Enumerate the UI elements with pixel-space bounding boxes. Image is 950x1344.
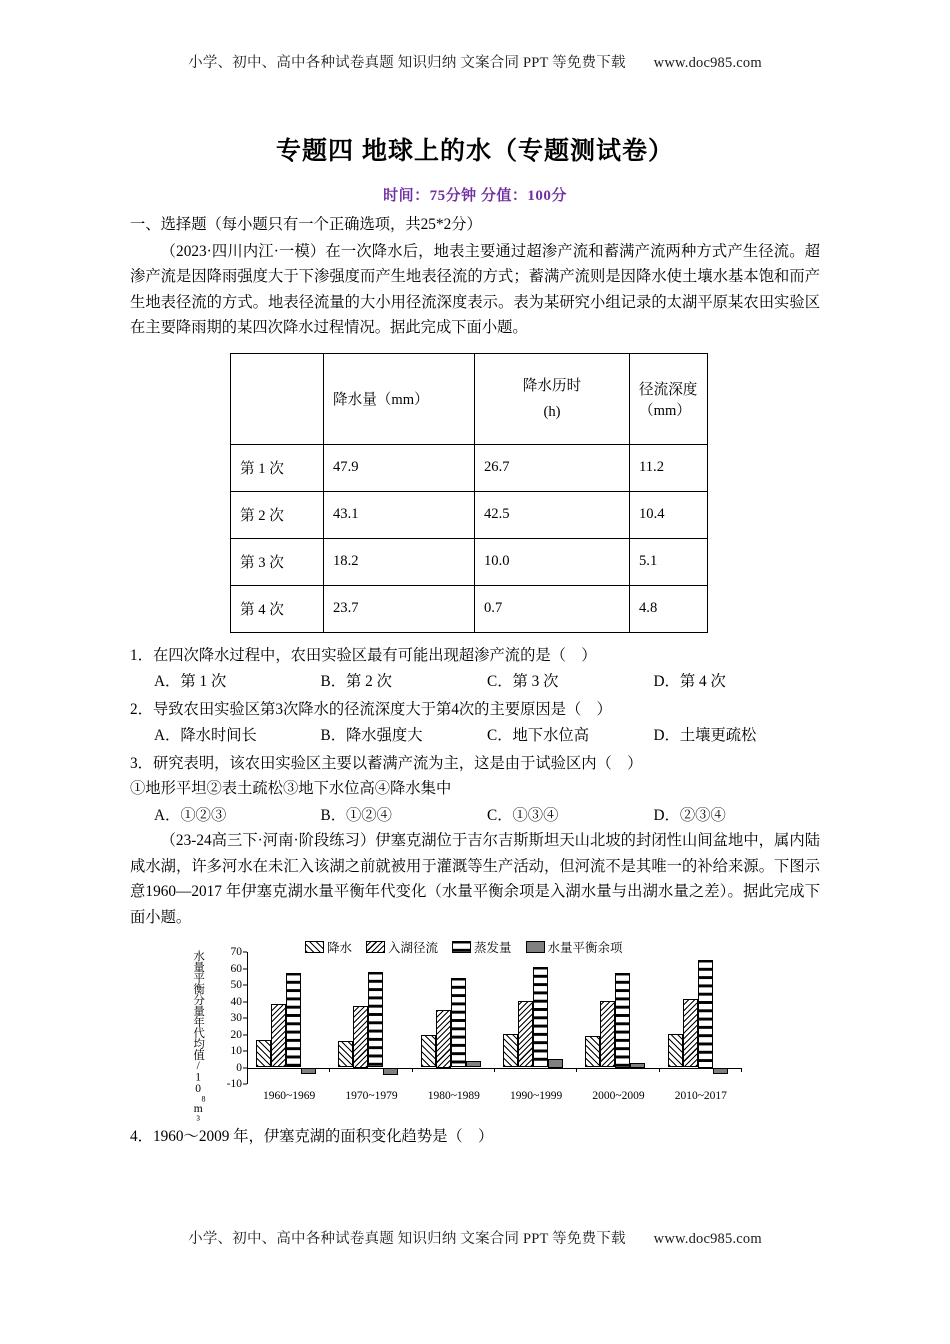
y-tick-label: 30	[230, 1012, 242, 1024]
chart-bar	[518, 1001, 533, 1068]
water-balance-chart-block	[130, 941, 820, 1126]
option-c[interactable]: C．第 3 次	[487, 673, 559, 690]
table-header-duration-line1: 降水历时	[522, 377, 582, 394]
chart-bar	[383, 1068, 398, 1075]
y-tick-mark	[243, 1001, 247, 1002]
bar-set	[577, 952, 659, 1084]
running-header-text: 小学、初中、高中各种试卷真题 知识归纳 文案合同 PPT 等免费下载	[188, 55, 626, 71]
chart-bar-group	[577, 952, 659, 1102]
row-label: 第 4 次	[231, 585, 324, 632]
y-tick-label: 40	[230, 995, 242, 1008]
question-3-sub-items: ①地形平坦②表土疏松③地下水位高④降水集中	[130, 780, 452, 797]
precipitation-table	[230, 353, 708, 633]
chart-bar	[256, 1040, 271, 1067]
question-3-options	[130, 803, 820, 829]
chart-bar-group	[495, 952, 577, 1102]
chart-bar	[421, 1035, 436, 1067]
chart-bar	[615, 973, 630, 1068]
chart-bar	[600, 1001, 615, 1068]
chart-bar	[286, 973, 301, 1067]
option-a[interactable]: A．降水时间长	[154, 727, 257, 744]
page-subtitle: 时间：75分钟 分值：100分	[383, 188, 567, 204]
running-footer-text: 小学、初中、高中各种试卷真题 知识归纳 文案合同 PPT 等免费下载	[188, 1231, 626, 1247]
table-row	[231, 491, 708, 538]
y-axis-label-unit: m³	[192, 1103, 205, 1126]
chart-bar	[533, 967, 548, 1068]
chart-bar-group	[330, 952, 412, 1102]
x-tick-mark	[741, 1068, 742, 1072]
running-footer-url: www.doc985.com	[653, 1231, 762, 1247]
cell-precipitation: 47.9	[324, 444, 475, 491]
option-d[interactable]: D．第 4 次	[653, 673, 726, 690]
y-tick-label: 70	[230, 946, 242, 958]
table-row	[231, 444, 708, 491]
y-tick-mark	[243, 1051, 247, 1052]
cell-duration: 0.7	[475, 585, 630, 632]
bar-set	[413, 952, 495, 1084]
option-b[interactable]: B．①②④	[320, 806, 392, 824]
chart-bar	[368, 972, 383, 1068]
row-label: 第 2 次	[231, 491, 324, 538]
table-row	[231, 538, 708, 585]
passage-2: （23-24高三下·河南·阶段练习）伊塞克湖位于吉尔吉斯斯坦天山北坡的封闭性山间盆地中，属内陆咸水湖，许多河水在未汇入该湖之前就被用于灌溉等生产活动，但河流不是其唯一的补给来源。下图示意1960—2017 年伊塞克湖水量平衡年代变化（水量平衡余项是入湖水量与出湖水量之差）。据此完成下面小题。	[130, 832, 820, 926]
bar-set	[660, 952, 742, 1084]
legend-label-inflow: 入湖径流	[388, 941, 439, 955]
chart-bar	[436, 1010, 451, 1068]
chart-bar	[466, 1061, 481, 1068]
cell-duration: 42.5	[475, 491, 630, 538]
chart-bar	[668, 1034, 683, 1068]
passage-1: （2023·四川内江·一模）在一次降水后，地表主要通过超渗产流和蓄满产流两种方式产生径流。超渗产流是因降雨强度大于下渗强度而产生地表径流的方式；蓄满产流则是因降水使土壤水基本饱和而产生地表径流的方式。地表径流量的大小用径流深度表示。表为某研究小组记录的太湖平原某农田实验区在主要降雨期的某四次降水过程情况。据此完成下面小题。	[130, 242, 820, 336]
cell-runoff: 4.8	[630, 585, 708, 632]
cell-runoff: 10.4	[630, 491, 708, 538]
table-header-row	[231, 353, 708, 444]
row-label: 第 1 次	[231, 444, 324, 491]
y-tick-mark	[243, 1018, 247, 1019]
y-tick-mark	[243, 952, 247, 953]
y-axis-label-base: 水量平衡分量年代均值/10	[192, 950, 205, 1095]
chart-bar	[585, 1036, 600, 1067]
section-heading: 一、选择题（每小题只有一个正确选项，共25*2分）	[130, 216, 482, 233]
x-tick-label: 1960~1969	[263, 1090, 316, 1102]
option-a[interactable]: A．第 1 次	[154, 673, 227, 690]
option-b[interactable]: B．降水强度大	[320, 727, 423, 744]
option-a[interactable]: A．①②③	[154, 806, 227, 824]
document-body	[130, 212, 820, 1150]
chart-bar	[713, 1068, 728, 1075]
chart-bar	[353, 1006, 368, 1068]
chart-bar-group	[413, 952, 495, 1102]
bar-set	[248, 952, 330, 1084]
legend-label-balance: 水量平衡余项	[547, 941, 623, 955]
y-tick-mark	[243, 1084, 247, 1085]
chart-bar-group	[248, 952, 330, 1102]
chart-bar	[271, 1004, 286, 1068]
option-d[interactable]: D．②③④	[653, 806, 726, 824]
x-tick-label: 2010~2017	[674, 1090, 727, 1102]
y-tick-mark	[243, 1067, 247, 1068]
chart-bar	[503, 1034, 518, 1068]
precipitation-table-wrapper	[230, 353, 820, 633]
cell-runoff: 11.2	[630, 444, 708, 491]
cell-precipitation: 23.7	[324, 585, 475, 632]
legend-label-precipitation: 降水	[327, 941, 353, 955]
y-tick-mark	[243, 968, 247, 969]
chart-bar	[630, 1063, 645, 1067]
running-footer	[0, 1227, 950, 1248]
x-tick-label: 1990~1999	[510, 1090, 563, 1102]
option-c[interactable]: C．地下水位高	[487, 727, 589, 744]
question-3-stem: 3．研究表明，该农田实验区主要以蓄满产流为主，这是由于试验区内（ ）	[130, 754, 643, 772]
running-header-url: www.doc985.com	[653, 55, 762, 71]
table-header-duration	[475, 353, 630, 444]
y-tick-mark	[243, 985, 247, 986]
cell-precipitation: 18.2	[324, 538, 475, 585]
cell-duration: 10.0	[475, 538, 630, 585]
bar-set	[330, 952, 412, 1084]
chart-bar	[698, 960, 713, 1067]
chart-bar	[451, 978, 466, 1068]
option-d[interactable]: D．土壤更疏松	[653, 727, 757, 744]
chart-y-axis-label	[192, 950, 211, 1126]
y-tick-label: 60	[230, 962, 242, 975]
y-tick-label: 10	[230, 1045, 242, 1057]
row-label: 第 3 次	[231, 538, 324, 585]
question-1-options	[130, 669, 820, 695]
page-title: 专题四 地球上的水（专题测试卷）	[276, 137, 674, 165]
chart-bar	[338, 1041, 353, 1067]
option-b[interactable]: B．第 2 次	[320, 673, 392, 690]
table-header-precipitation: 降水量（mm）	[324, 353, 475, 444]
legend-label-evaporation: 蒸发量	[474, 941, 512, 955]
y-tick-label: -10	[226, 1078, 242, 1090]
cell-precipitation: 43.1	[324, 491, 475, 538]
chart-bar	[683, 999, 698, 1067]
table-row	[231, 585, 708, 632]
question-2-options	[130, 723, 820, 749]
x-tick-label: 1970~1979	[345, 1090, 398, 1102]
table-header-runoff: 径流深度（mm）	[630, 353, 708, 444]
y-tick-mark	[243, 1034, 247, 1035]
y-tick-label: 0	[236, 1061, 242, 1074]
question-2-stem: 2．导致农田实验区第3次降水的径流深度大于第4次的主要原因是（ ）	[130, 700, 612, 718]
x-tick-label: 2000~2009	[592, 1090, 645, 1102]
table-header-blank	[231, 353, 324, 444]
running-header	[0, 51, 950, 72]
y-tick-label: 50	[230, 979, 242, 991]
table-header-duration-line2: (h)	[543, 403, 561, 420]
option-c[interactable]: C．①③④	[487, 806, 559, 824]
y-tick-label: 20	[230, 1028, 242, 1041]
question-4-stem: 4．1960～2009 年，伊塞克湖的面积变化趋势是（ ）	[130, 1128, 494, 1145]
chart-bar-group	[660, 952, 742, 1102]
water-balance-chart	[192, 941, 755, 1126]
y-axis-label-exponent: 8	[199, 1094, 208, 1103]
chart-bar	[301, 1068, 316, 1075]
cell-duration: 26.7	[475, 444, 630, 491]
x-tick-label: 1980~1989	[427, 1090, 480, 1102]
question-1-stem: 1．在四次降水过程中，农田实验区最有可能出现超渗产流的是（ ）	[130, 646, 597, 664]
cell-runoff: 5.1	[630, 538, 708, 585]
chart-bar-groups	[248, 952, 742, 1102]
chart-bar	[548, 1059, 563, 1067]
bar-set	[495, 952, 577, 1084]
